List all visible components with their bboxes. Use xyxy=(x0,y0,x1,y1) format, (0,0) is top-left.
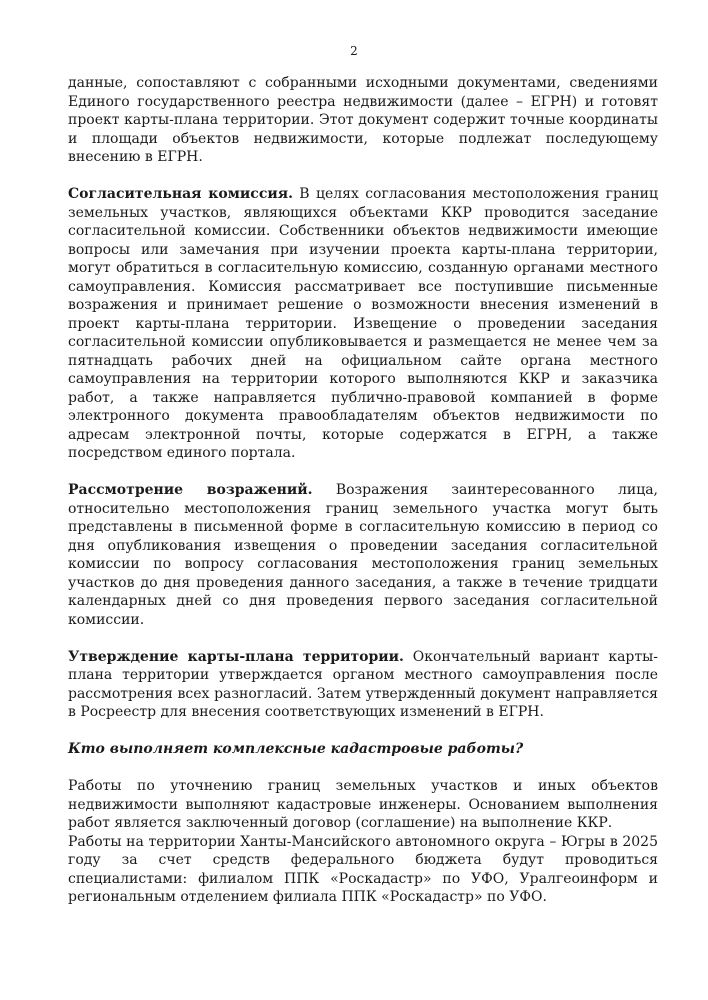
answer-paragraph-2: Работы на территории Ханты-Мансийского автономного округа – Югры в 2025 году за счет средств федерального бюджета будут проводиться специалистами: филиалом ППК «Роскадастр» по УФО, Уралгеоинформ и региональным отделением филиала ППК «Роскадастр» по УФО. xyxy=(68,833,658,905)
approval-heading: Утверждение карты-плана территории. xyxy=(68,648,404,665)
approval-text: Окончательный вариант карты-плана территории утверждается органом местного самоуправления после рассмотрения всех разногласий. Затем утвержденный документ направляется в Росреестр для внесения соответствующих изменений в ЕГРН. xyxy=(68,648,658,720)
page-number: 2 xyxy=(350,44,358,58)
answer-paragraph-1: Работы по уточнению границ земельных участков и иных объектов недвижимости выполняют кадастровые инженеры. Основанием выполнения работ является заключенный договор (соглашение) на выполнение ККР. xyxy=(68,778,658,831)
intro-paragraph: данные, сопоставляют с собранными исходными документами, сведениями Единого государственного реестра недвижимости (далее – ЕГРН) и готовят проект карты-плана территории. Этот документ содержит точные координаты и площади объектов недвижимости, которые подлежат последующему внесению в ЕГРН. xyxy=(68,75,658,165)
commission-heading: Согласительная комиссия. xyxy=(68,186,293,202)
question-heading: Кто выполняет комплексные кадастровые работы? xyxy=(68,741,524,757)
objections-heading: Рассмотрение возражений. xyxy=(68,482,313,498)
page-content xyxy=(68,74,658,907)
approval-paragraph xyxy=(68,648,658,722)
commission-paragraph xyxy=(68,185,658,463)
commission-text: В целях согласования местоположения границ земельных участков, являющихся объектами ККР проводится заседание согласительной комиссии. Собственники объектов недвижимости имеющие вопросы или замечания при изучении проекта карты-плана территории, могут обратиться в согласительную комиссию, созданную органами местного самоуправления. Комиссия рассматривает все поступившие письменные возражения и принимает решение о возможности внесения изменений в проект карты-плана территории. Извещение о проведении заседания согласительной комиссии опубликовывается и размещается не менее чем за пятнадцать рабочих дней на официальном сайте органа местного самоуправления на территории которого выполняются ККР и заказчика работ, а также направляется публично-правовой компанией в форме электронного документа правообладателям объектов недвижимости по адресам электронной почты, которые содержатся в ЕГРН, а также посредством единого портала. xyxy=(68,186,658,461)
objections-paragraph xyxy=(68,481,658,629)
objections-text: Возражения заинтересованного лица, относительно местоположения границ земельного участка могут быть представлены в письменной форме в согласительную комиссию в период со дня опубликования извещения о проведении заседания согласительной комиссии по вопросу согласования местоположения границ земельных участков до дня проведения данного заседания, а также в течение тридцати календарных дней со дня проведения первого заседания согласительной комиссии. xyxy=(68,482,658,628)
